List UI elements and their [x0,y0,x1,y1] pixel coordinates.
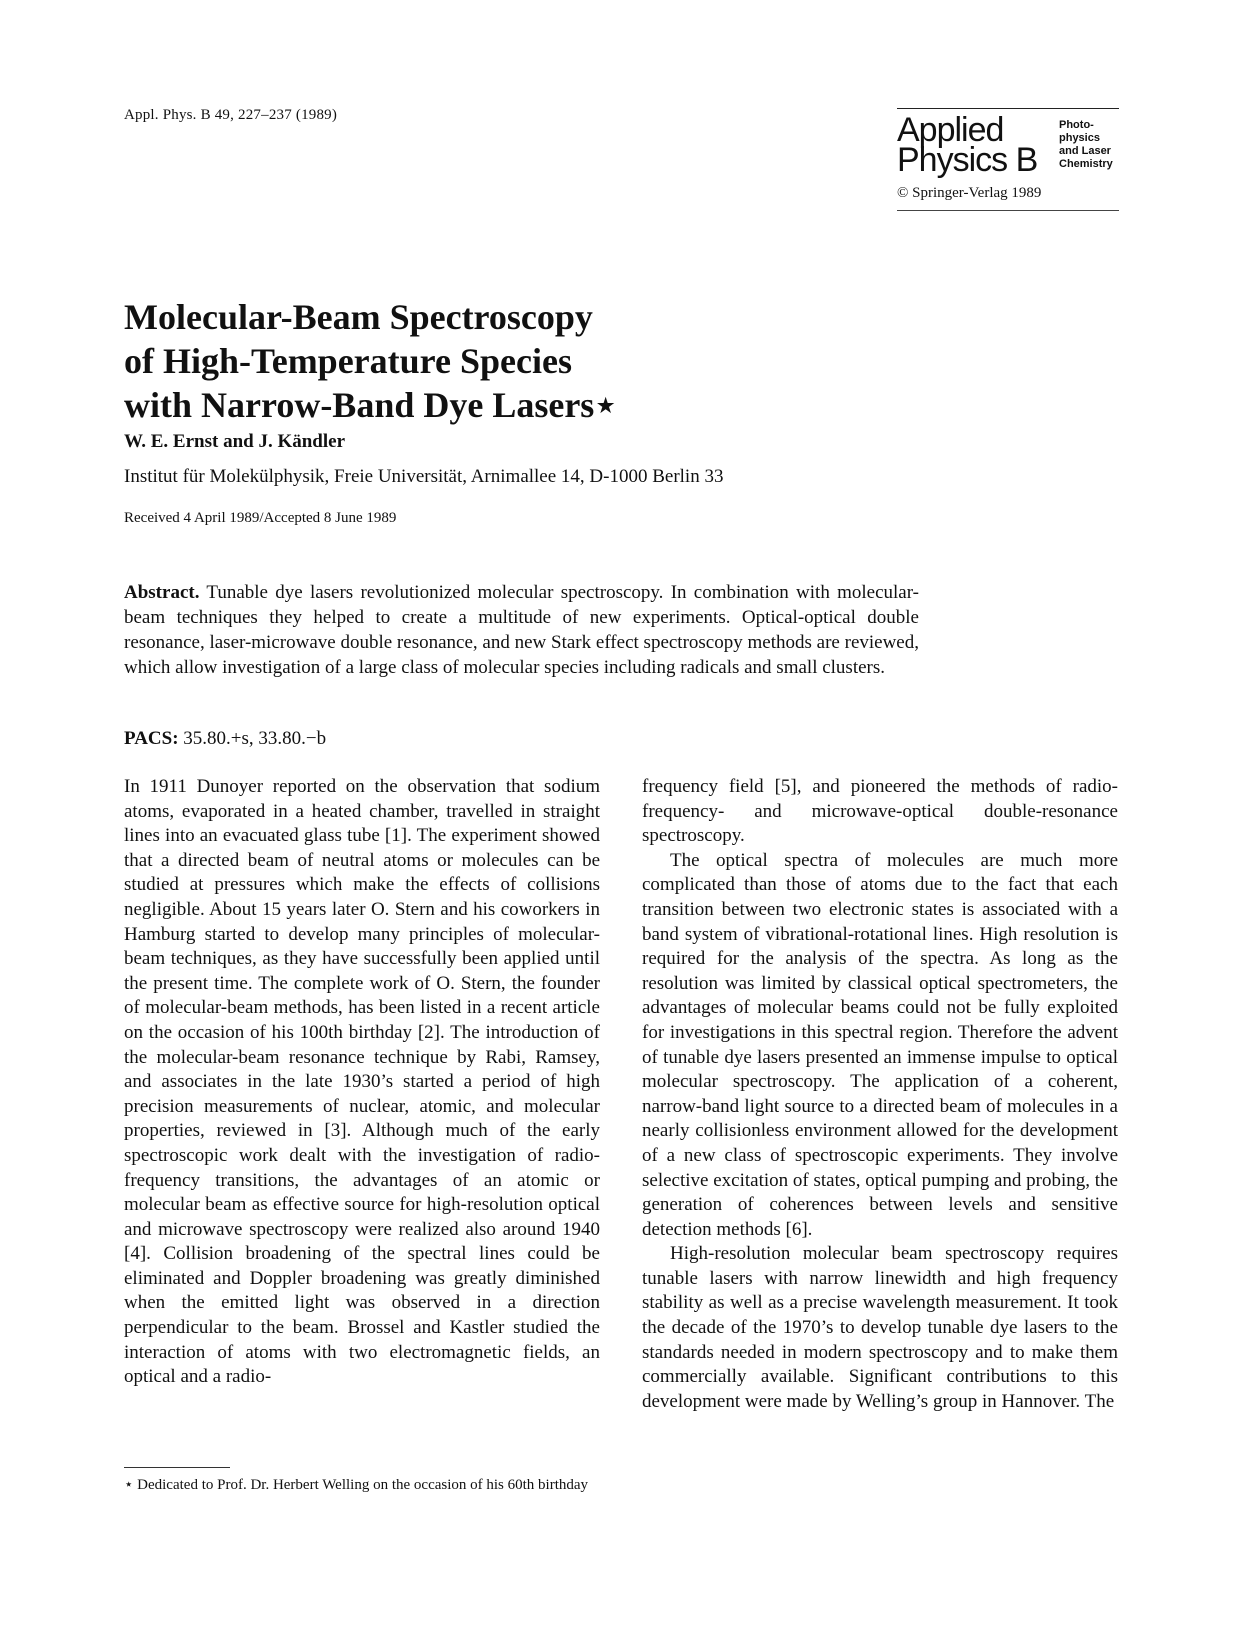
body-paragraph: High-resolution molecular beam spectroscopy requires tunable lasers with narrow linewidth and high frequency stability as well as a precise wavelength measurement. It took the decade of the 1970’s to develop tunable dye lasers to the standards needed in modern spectroscopy and to make them commercially available. Significant contributions to this development were made by Welling’s group in Hannover. The [642,1243,1118,1412]
title-line: with Narrow-Band Dye Lasers⋆ [124,385,617,425]
authors: W. E. Ernst and J. Kändler [124,431,346,452]
body-paragraph: The optical spectra of molecules are much more complicated than those of atoms due to the fact that each transition between two electronic states is associated with a band system of vibrational-rotational lines. High resolution is required for the analysis of the spectra. As long as the resolution was limited by classical optical spectrometers, the advantages of molecular beams could not be fully exploited for investigations in this spectral region. Therefore the advent of tunable dye lasers presented an immense impulse to optical molecular spectroscopy. The application of a coherent, narrow-band light source to a directed beam of molecules in a nearly collisionless environment allowed for the development of a new class of spectroscopic experiments. They involve selective excitation of states, optical pumping and probing, the generation of coherences between levels and sensitive detection methods [6]. [642,849,1118,1240]
body-column-right [642,775,1118,1414]
pacs-label: PACS: [124,728,179,749]
paper-title [124,295,617,427]
abstract [124,580,919,680]
body-paragraph: frequency field [5], and pioneered the methods of radio-frequency- and microwave-optical double-resonance spectroscopy. [642,776,1118,847]
received-dates: Received 4 April 1989/Accepted 8 June 1989 [124,510,397,526]
pacs-codes [124,728,326,750]
journal-logo-block [897,108,1119,211]
footnote-rule [124,1467,230,1468]
journal-name: Applied Physics B [897,111,1038,179]
publisher-copyright: © Springer-Verlag 1989 [897,185,1042,201]
journal-top-rule [897,108,1119,109]
journal-subtitle: Photo- physics and Laser Chemistry [1059,119,1113,170]
abstract-label: Abstract. [124,582,200,603]
journal-bottom-rule [897,210,1119,211]
title-line: of High-Temperature Species [124,341,572,381]
pacs-value: 35.80.+s, 33.80.−b [183,728,327,749]
journal-logo [897,111,1119,179]
footnote: ⋆ Dedicated to Prof. Dr. Herbert Welling on the occasion of his 60th birthday [124,1477,589,1493]
body-paragraph: In 1911 Dunoyer reported on the observation that sodium atoms, evaporated in a heated chamber, travelled in straight lines into an evacuated glass tube [1]. The experiment showed that a directed beam of neutral atoms or molecules can be studied at pressures which make the effects of collisions negligible. About 15 years later O. Stern and his coworkers in Hamburg started to develop many principles of molecular-beam techniques, as they have successfully been applied until the present time. The complete work of O. Stern, the founder of molecular-beam methods, has been listed in a recent article on the occasion of his 100th birthday [2]. The introduction of the molecular-beam resonance technique by Rabi, Ramsey, and associates in the late 1930’s started a period of high precision measurements of nuclear, atomic, and molecular properties, reviewed in [3]. Although much of the early spectroscopic work dealt with the investigation of radio-frequency transitions, the advantages of an atomic or molecular beam as effective source for high-resolution optical and microwave spectroscopy were realized also around 1940 [4]. Collision broadening of the spectral lines could be eliminated and Doppler broadening was greatly diminished when the emitted light was observed in a direction perpendicular to the beam. Brossel and Kastler studied the interaction of atoms with two electromagnetic fields, an optical and a radio- [124,776,600,1388]
title-line: Molecular-Beam Spectroscopy [124,297,593,337]
abstract-text: Tunable dye lasers revolutionized molecular spectroscopy. In combination with molecular-beam techniques they helped to create a multitude of new experiments. Optical-optical double resonance, laser-microwave double resonance, and new Stark effect spectroscopy methods are reviewed, which allow investigation of a large class of molecular species including radicals and small clusters. [124,582,919,678]
affiliation: Institut für Molekülphysik, Freie Universität, Arnimallee 14, D-1000 Berlin 33 [124,466,724,487]
body-column-left [124,775,600,1390]
journal-citation: Appl. Phys. B 49, 227–237 (1989) [124,107,338,123]
